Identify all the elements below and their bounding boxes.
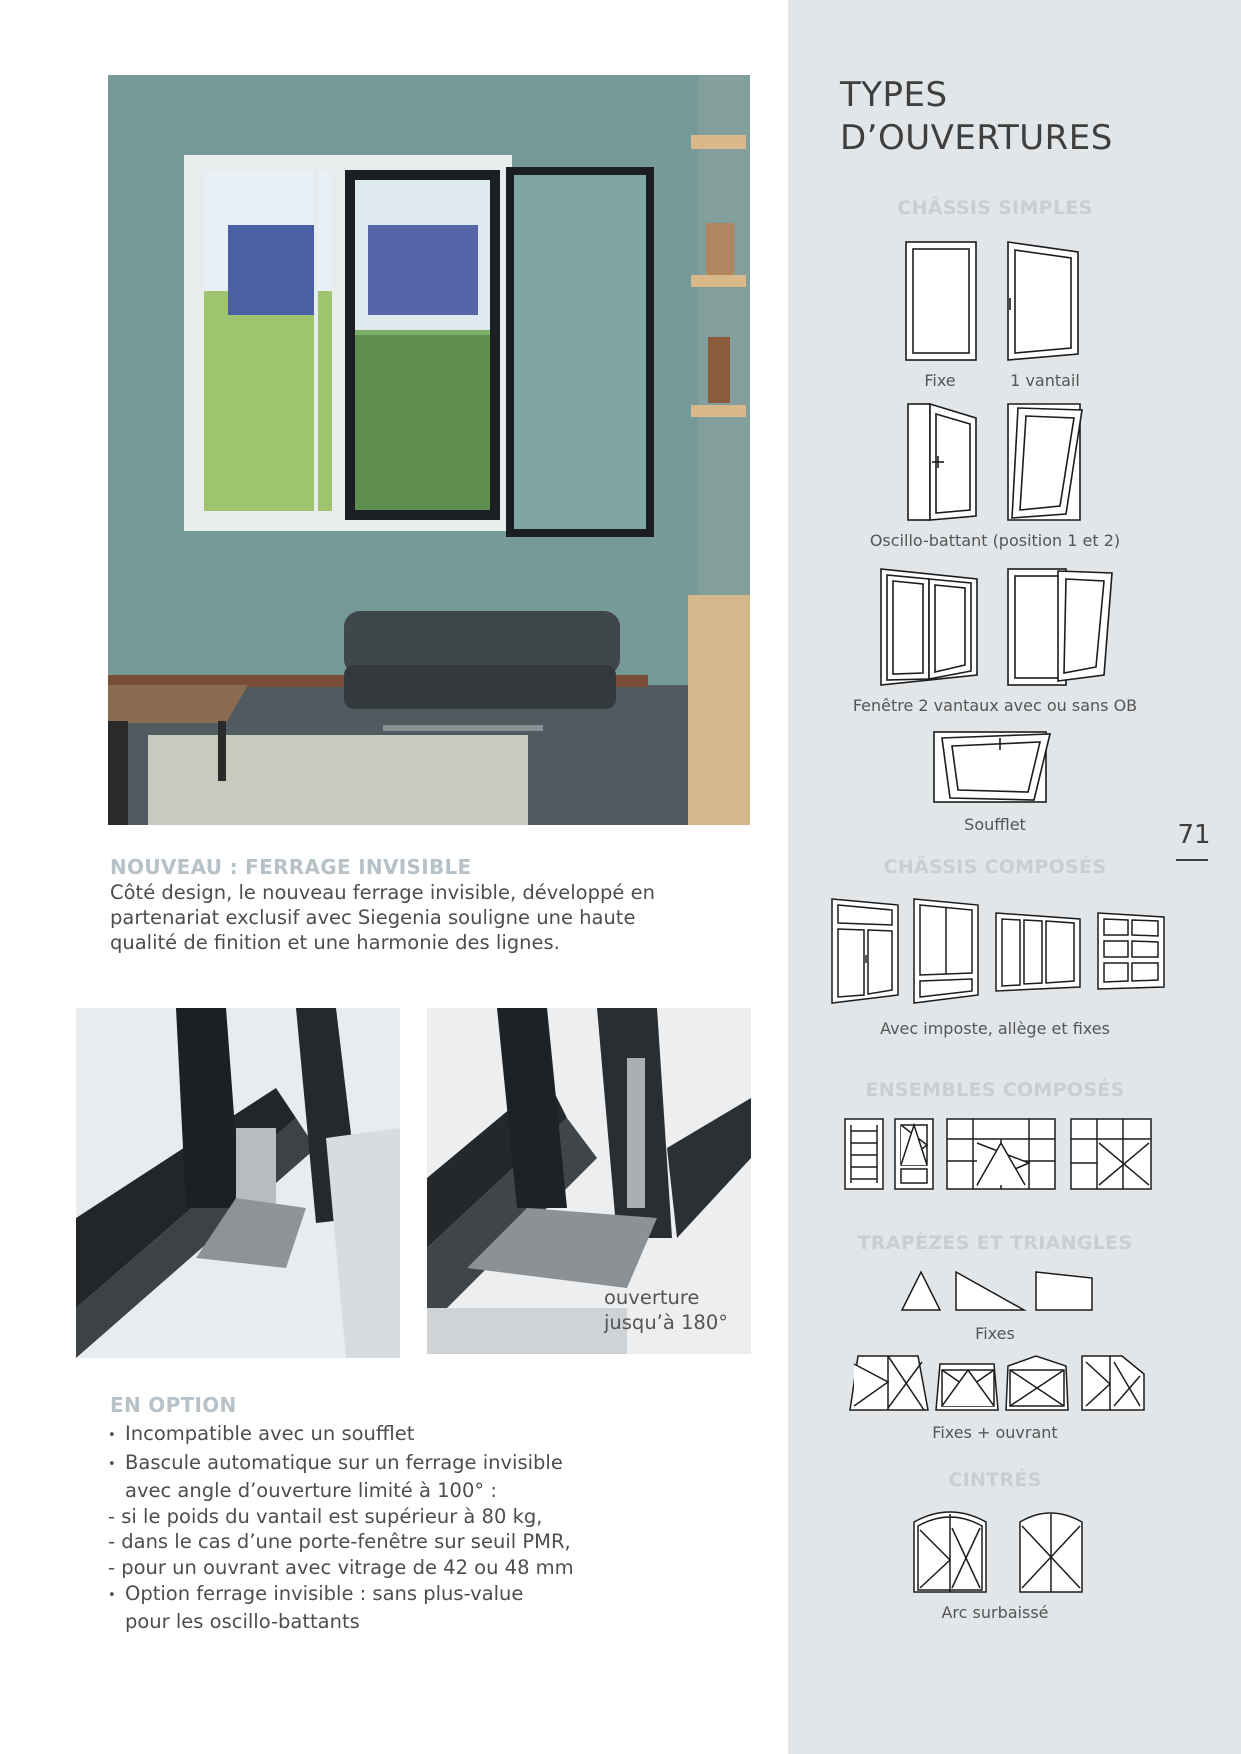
option-text: Incompatible avec un soufflet (125, 1422, 415, 1445)
tilt-turn-icon (904, 400, 980, 524)
page-number: 71 (1177, 820, 1211, 850)
dash-marker: - (108, 1504, 122, 1528)
bullet-icon (108, 1421, 125, 1450)
arched-window-icon (910, 1504, 1086, 1596)
hopper-icon (930, 728, 1052, 806)
sidebar-title (840, 74, 1113, 160)
opening-caption-line: ouverture (604, 1286, 700, 1309)
option-text: pour un ouvrant avec vitrage de 42 ou 48 mm (121, 1555, 574, 1579)
option-text: si le poids du vantail est supérieur à 80 kg, (121, 1504, 543, 1528)
section-heading-composes: CHÂSSIS COMPOSÉS (883, 856, 1107, 878)
section-heading-simples: CHÂSSIS SIMPLES (897, 197, 1093, 219)
feature-line: qualité de finition et une harmonie des lignes. (110, 931, 560, 954)
option-text: dans le cas d’une porte-fenêtre sur seuil PMR, (121, 1530, 571, 1554)
page-number-rule (1176, 859, 1208, 861)
dash-marker: - (108, 1555, 122, 1579)
option-text: pour les oscillo-battants (125, 1610, 360, 1634)
option-text: avec angle d’ouverture limité à 100° : (125, 1479, 497, 1503)
living-room-photo (108, 75, 750, 825)
feature-description (110, 880, 710, 955)
feature-title: NOUVEAU : FERRAGE INVISIBLE (110, 855, 472, 879)
list-item (108, 1478, 668, 1504)
list-item (108, 1504, 668, 1530)
dash-marker: - (108, 1530, 122, 1554)
label-oscillo-battant: Oscillo-battant (position 1 et 2) (869, 531, 1121, 550)
window-single-sash-icon (1004, 238, 1082, 364)
list-item (108, 1581, 668, 1610)
label-fixe: Fixe (924, 371, 956, 390)
label-fixes-ouvrant: Fixes + ouvrant (932, 1423, 1058, 1442)
label-arc-surbaisse: Arc surbaissé (941, 1603, 1049, 1622)
window-fixed-icon (900, 238, 980, 364)
option-text: Option ferrage invisible : sans plus-value (125, 1581, 524, 1605)
label-1-vantail: 1 vantail (1010, 371, 1080, 390)
assembly-icon (843, 1117, 1155, 1191)
triangle-icon (900, 1268, 1096, 1312)
bullet-icon (108, 1581, 125, 1610)
bullet-icon (108, 1450, 125, 1479)
tilt-turn-position2-icon (1004, 400, 1084, 524)
double-sash-icon (877, 565, 981, 689)
section-heading-cintres: CINTRÉS (948, 1469, 1042, 1491)
feature-line: partenariat exclusif avec Siegenia souligne une haute (110, 906, 636, 929)
section-heading-ensembles: ENSEMBLES COMPOSÉS (865, 1079, 1125, 1101)
opening-caption (604, 1285, 728, 1335)
list-item (108, 1555, 668, 1581)
option-text: Bascule automatique sur un ferrage invisible (125, 1450, 563, 1474)
trapezoid-icon (848, 1354, 1148, 1412)
sidebar-title-line: TYPES (840, 75, 948, 115)
label-soufflet: Soufflet (964, 815, 1026, 834)
opening-caption-line: jusqu’à 180° (604, 1311, 728, 1334)
label-avec-imposte: Avec imposte, allège et fixes (880, 1019, 1110, 1038)
label-fixes: Fixes (975, 1324, 1015, 1343)
option-list (108, 1421, 668, 1635)
sidebar-title-line: D’OUVERTURES (840, 118, 1113, 158)
section-heading-trapezes: TRAPÈZES ET TRIANGLES (857, 1232, 1133, 1254)
hinge-photo-closed (76, 1008, 400, 1358)
list-item (108, 1450, 668, 1479)
list-item (108, 1609, 668, 1635)
list-item (108, 1421, 668, 1450)
composite-window-icon (828, 895, 1168, 1007)
double-sash-tilt-icon (1004, 563, 1114, 689)
feature-line: Côté design, le nouveau ferrage invisible, développé en (110, 881, 655, 904)
list-item (108, 1529, 668, 1555)
option-title: EN OPTION (110, 1393, 237, 1417)
label-fenetre-2-vantaux: Fenêtre 2 vantaux avec ou sans OB (852, 696, 1138, 715)
